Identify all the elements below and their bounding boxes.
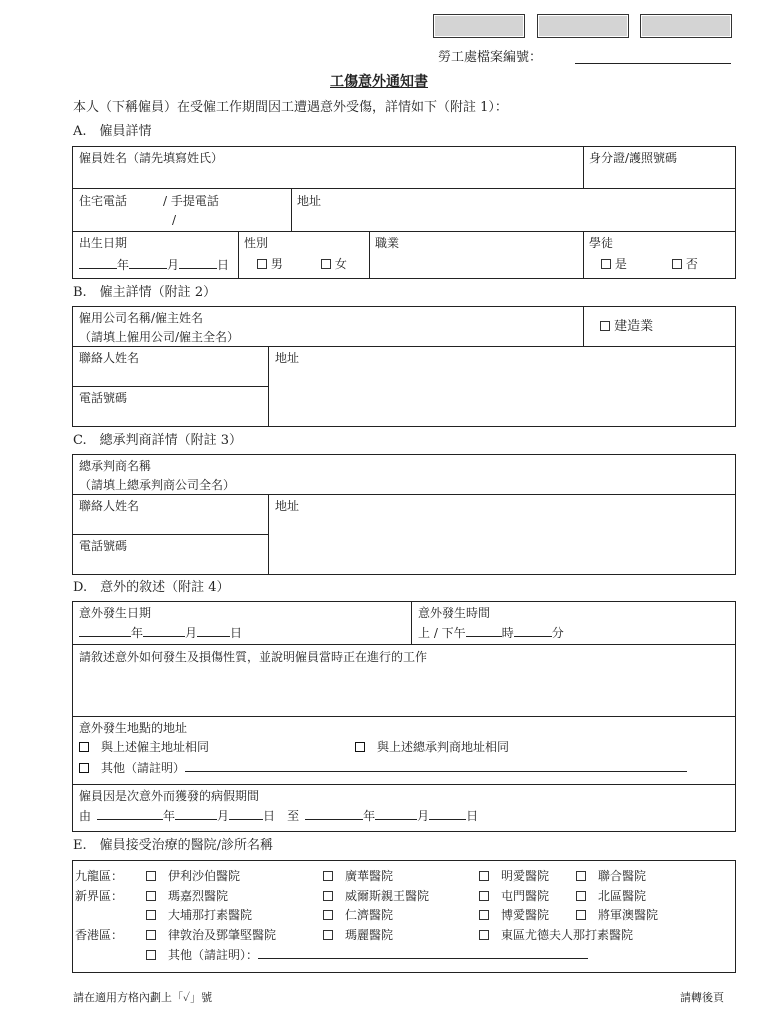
section-d-heading: D. 意外的敘述（附註 4） — [73, 580, 230, 595]
accident-time-label: 意外發生時間 — [418, 606, 491, 620]
section-c-heading: C. 總承判商詳情（附註 3） — [73, 433, 243, 448]
employer-contact-label: 聯絡人姓名 — [79, 351, 140, 365]
dob-field[interactable]: 年 月 日 — [79, 257, 229, 273]
same-as-employer-option[interactable]: 與上述僱主地址相同 — [79, 740, 209, 755]
occupation-label: 職業 — [375, 236, 400, 250]
employer-company-note: （請填上僱用公司/僱主全名） — [79, 330, 240, 344]
same-as-contractor-option[interactable]: 與上述總承判商地址相同 — [355, 740, 509, 755]
contractor-company-label: 總承判商名稱 — [79, 459, 152, 473]
accident-date-label: 意外發生日期 — [79, 606, 152, 620]
id-label: 身分證/護照號碼 — [589, 151, 678, 165]
footer-next-page: 請轉後頁 — [680, 991, 724, 1004]
hospital-option-5[interactable]: 瑪嘉烈醫院 — [146, 889, 228, 904]
hospital-option-other[interactable]: 其他（請註明）： — [146, 947, 588, 963]
hospital-option-6[interactable]: 威爾斯親王醫院 — [323, 889, 429, 904]
hospital-option-2[interactable]: 廣華醫院 — [323, 869, 393, 884]
construction-option[interactable]: 建造業 — [600, 319, 653, 334]
header-button-2[interactable] — [537, 14, 629, 38]
male-option[interactable]: 男 — [257, 257, 283, 272]
hospital-option-8[interactable]: 北區醫院 — [576, 889, 646, 904]
footer-instruction: 請在適用方格內劃上「✓」號 — [73, 991, 213, 1004]
intro-text: 本人（下稱僱員）在受僱工作期間因工遭遇意外受傷，詳情如下（附註 1）： — [73, 100, 508, 115]
female-option[interactable]: 女 — [321, 257, 347, 272]
accident-date-field[interactable]: 年 月 日 — [79, 625, 242, 641]
file-no-field[interactable] — [575, 63, 731, 64]
hospital-option-3[interactable]: 明愛醫院 — [479, 869, 549, 884]
nt-label: 新界區： — [75, 889, 124, 903]
employer-company-label: 僱用公司名稱/僱主姓名 — [79, 311, 204, 325]
accident-description-label: 請敘述意外如何發生及損傷性質，並說明僱員當時正在進行的工作 — [79, 650, 428, 664]
contractor-address-label: 地址 — [275, 499, 300, 513]
section-c-box — [72, 454, 736, 575]
hospital-option-13[interactable]: 律敦治及鄧肇堅醫院 — [146, 928, 276, 943]
phone-label: 住宅電話 / 手提電話 — [79, 194, 219, 208]
apprentice-yes-option[interactable]: 是 — [601, 257, 627, 272]
contractor-contact-label: 聯絡人姓名 — [79, 499, 140, 513]
hospital-option-9[interactable]: 大埔那打素醫院 — [146, 908, 252, 923]
hospital-option-15[interactable]: 東區尤德夫人那打素醫院 — [479, 928, 633, 943]
phone-slash: / — [172, 213, 177, 227]
apprentice-no-option[interactable]: 否 — [672, 257, 698, 272]
sex-label: 性別 — [244, 236, 269, 250]
section-a-heading: A. 僱員詳情 — [73, 124, 152, 139]
employee-name-label: 僱員姓名（請先填寫姓氏） — [79, 151, 224, 165]
header-button-1[interactable] — [433, 14, 525, 38]
hospital-option-7[interactable]: 屯門醫院 — [479, 889, 549, 904]
hospital-option-1[interactable]: 伊利沙伯醫院 — [146, 869, 240, 884]
hospital-option-4[interactable]: 聯合醫院 — [576, 869, 646, 884]
section-e-heading: E. 僱員接受治療的醫院/診所名稱 — [73, 838, 274, 853]
contractor-company-note: （請填上總承判商公司全名） — [79, 478, 236, 492]
employee-address-label: 地址 — [297, 194, 322, 208]
accident-time-field[interactable]: 上 / 下午 時 分 — [418, 626, 564, 640]
hospital-option-12[interactable]: 將軍澳醫院 — [576, 908, 658, 923]
contractor-tel-label: 電話號碼 — [79, 539, 128, 553]
hk-label: 香港區： — [75, 928, 124, 942]
employer-address-label: 地址 — [275, 351, 300, 365]
page-title: 工傷意外通知書 — [330, 74, 428, 90]
sick-leave-field[interactable]: 由 年 月 日 至 年 月 日 — [79, 809, 479, 823]
kowloon-label: 九龍區： — [75, 869, 124, 883]
dob-label: 出生日期 — [79, 236, 128, 250]
accident-place-label: 意外發生地點的地址 — [79, 721, 188, 735]
hospital-option-10[interactable]: 仁濟醫院 — [323, 908, 393, 923]
file-no-label: 勞工處檔案編號： — [438, 50, 543, 65]
apprentice-label: 學徒 — [589, 236, 614, 250]
employer-tel-label: 電話號碼 — [79, 391, 128, 405]
section-b-heading: B. 僱主詳情（附註 2） — [73, 285, 217, 300]
hospital-option-14[interactable]: 瑪麗醫院 — [323, 928, 393, 943]
header-button-3[interactable] — [640, 14, 732, 38]
sick-leave-label: 僱員因是次意外而獲發的病假期間 — [79, 789, 260, 803]
hospital-option-11[interactable]: 博愛醫院 — [479, 908, 549, 923]
other-place-option[interactable]: 其他（請註明） — [79, 760, 687, 776]
